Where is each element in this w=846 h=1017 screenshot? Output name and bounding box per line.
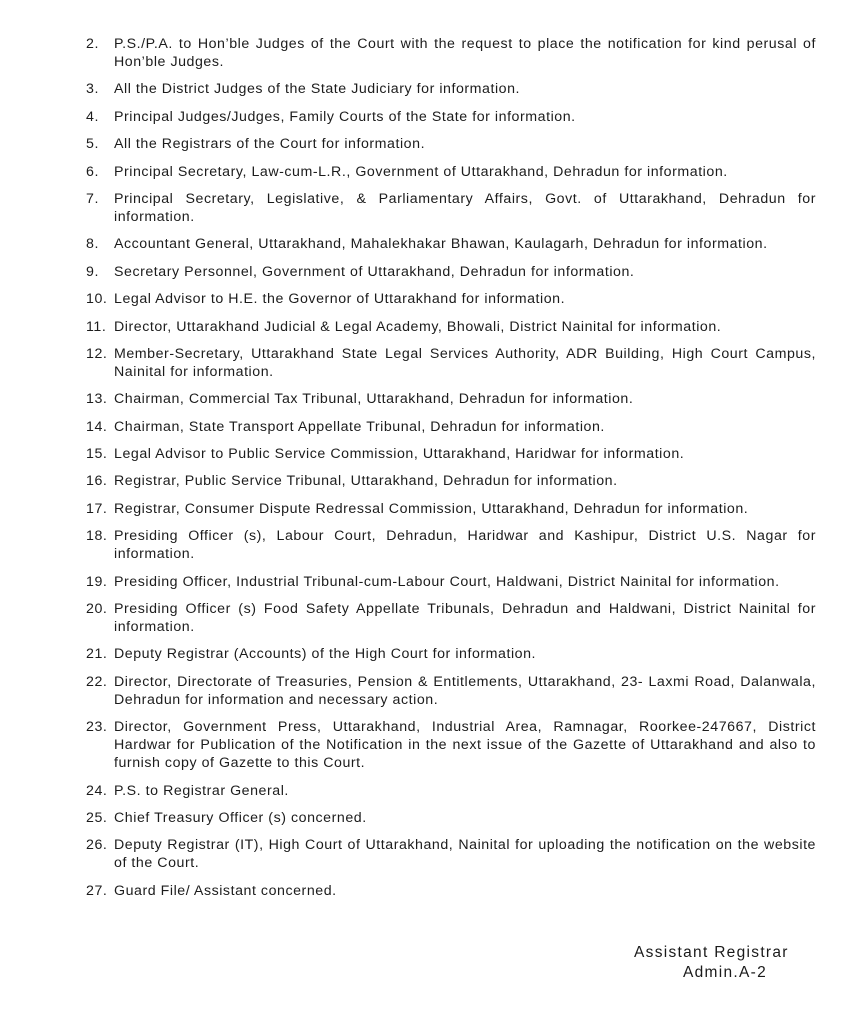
item-text: Chief Treasury Officer (s) concerned. (114, 809, 367, 826)
item-number: 3. (86, 81, 99, 98)
list-item (86, 345, 816, 381)
item-text: P.S./P.A. to Hon’ble Judges of the Court with the request to place the notification for kind perusal of Hon’ble Judges. (114, 36, 816, 70)
list-item (86, 882, 816, 900)
item-text: Presiding Officer, Industrial Tribunal-cum-Labour Court, Haldwani, District Nainital for information. (114, 573, 780, 590)
item-text: Director, Uttarakhand Judicial & Legal Academy, Bhowali, District Nainital for information. (114, 318, 722, 335)
item-number: 11. (86, 318, 107, 335)
list-item (86, 163, 816, 181)
item-text: Member-Secretary, Uttarakhand State Legal Services Authority, ADR Building, High Court Campus, Nainital for information. (114, 345, 816, 380)
list-item (86, 809, 816, 827)
list-item (86, 263, 816, 281)
list-item (86, 673, 816, 709)
item-text: All the District Judges of the State Judiciary for information. (114, 81, 521, 98)
item-number: 4. (86, 108, 99, 125)
item-text: Deputy Registrar (IT), High Court of Uttarakhand, Nainital for uploading the notification on the website of the Court. (114, 837, 816, 872)
item-number: 2. (86, 36, 99, 52)
list-item (86, 418, 816, 436)
list-item (86, 80, 816, 98)
item-number: 16. (86, 473, 108, 490)
item-text: Presiding Officer (s), Labour Court, Dehradun, Haridwar and Kashipur, District U.S. Nagar for information. (114, 528, 816, 563)
item-number: 24. (86, 782, 108, 799)
item-text: Legal Advisor to Public Service Commission, Uttarakhand, Haridwar for information. (114, 446, 685, 463)
item-text: Registrar, Consumer Dispute Redressal Commission, Uttarakhand, Dehradun for information. (114, 500, 749, 517)
list-item (86, 645, 816, 663)
item-text: Principal Judges/Judges, Family Courts of the State for information. (114, 108, 576, 125)
list-item (86, 235, 816, 253)
item-text: Deputy Registrar (Accounts) of the High Court for information. (114, 646, 537, 663)
item-number: 15. (86, 446, 108, 463)
list-item (86, 35, 816, 71)
item-number: 10. (86, 291, 108, 308)
item-number: 5. (86, 136, 99, 153)
list-item (86, 573, 816, 591)
item-number: 6. (86, 163, 99, 180)
item-number: 23. (86, 719, 108, 736)
list-item (86, 445, 816, 463)
item-number: 20. (86, 601, 108, 618)
distribution-list (86, 35, 816, 909)
item-number: 8. (86, 236, 99, 253)
item-number: 27. (86, 882, 108, 899)
item-number: 17. (86, 500, 108, 517)
signatory-title: Assistant Registrar (634, 944, 789, 961)
list-item (86, 390, 816, 408)
item-number: 13. (86, 391, 108, 408)
list-item (86, 836, 816, 872)
item-text: Chairman, Commercial Tax Tribunal, Uttarakhand, Dehradun for information. (114, 391, 634, 408)
item-number: 22. (86, 673, 108, 690)
list-item (86, 290, 816, 308)
item-number: 9. (86, 263, 99, 280)
item-text: All the Registrars of the Court for information. (114, 136, 426, 153)
item-text: Chairman, State Transport Appellate Tribunal, Dehradun for information. (114, 418, 605, 435)
list-item (86, 527, 816, 563)
item-text: P.S. to Registrar General. (114, 782, 289, 799)
list-item (86, 318, 816, 336)
signature-block (634, 943, 789, 983)
list-item (86, 108, 816, 126)
list-item (86, 472, 816, 490)
item-text: Accountant General, Uttarakhand, Mahalekhakar Bhawan, Kaulagarh, Dehradun for information. (114, 236, 768, 253)
item-number: 19. (86, 573, 108, 590)
item-number: 7. (86, 190, 99, 207)
list-item (86, 600, 816, 636)
item-text: Director, Government Press, Uttarakhand, Industrial Area, Ramnagar, Roorkee-247667, District Hardwar for Publication of the Notification in the next issue of the Gazette of Uttarakhand and also to furnish copy of Gazette to this Court. (114, 719, 816, 772)
item-text: Principal Secretary, Legislative, & Parliamentary Affairs, Govt. of Uttarakhand, Dehradun for information. (114, 190, 816, 225)
list-item (86, 190, 816, 226)
item-number: 25. (86, 809, 108, 826)
item-text: Principal Secretary, Law-cum-L.R., Government of Uttarakhand, Dehradun for information. (114, 163, 728, 180)
item-number: 14. (86, 418, 108, 435)
item-number: 21. (86, 646, 108, 663)
item-text: Guard File/ Assistant concerned. (114, 882, 337, 899)
list-item (86, 135, 816, 153)
item-number: 18. (86, 528, 108, 545)
list-item (86, 782, 816, 800)
signatory-office: Admin.A-2 (683, 964, 768, 981)
item-text: Legal Advisor to H.E. the Governor of Uttarakhand for information. (114, 291, 566, 308)
list-item (86, 718, 816, 772)
item-text: Registrar, Public Service Tribunal, Uttarakhand, Dehradun for information. (114, 473, 618, 490)
item-text: Secretary Personnel, Government of Uttarakhand, Dehradun for information. (114, 263, 635, 280)
item-number: 12. (86, 345, 108, 362)
item-number: 26. (86, 837, 108, 854)
list-item (86, 500, 816, 518)
item-text: Director, Directorate of Treasuries, Pension & Entitlements, Uttarakhand, 23- Laxmi Road, Dalanwala, Dehradun for information and necessary action. (114, 673, 816, 708)
item-text: Presiding Officer (s) Food Safety Appellate Tribunals, Dehradun and Haldwani, District Nainital for information. (114, 601, 816, 636)
